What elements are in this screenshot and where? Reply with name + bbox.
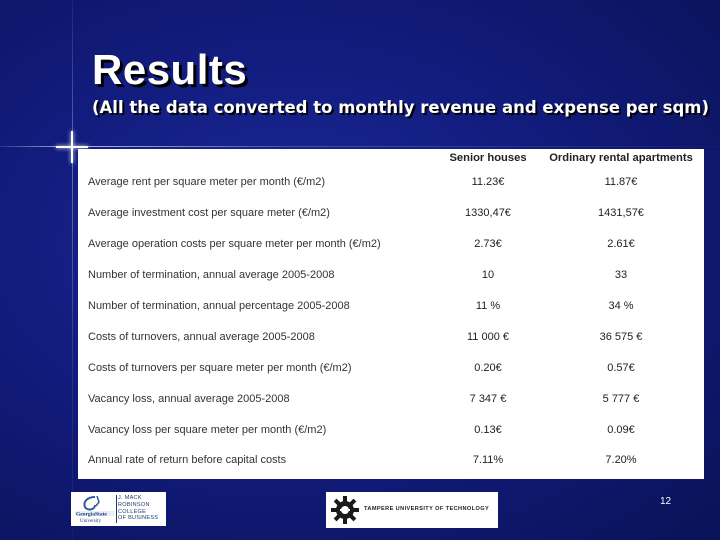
gear-icon	[331, 496, 359, 524]
slide-subtitle: (All the data converted to monthly revenue and expense per sqm)	[92, 98, 709, 117]
senior-houses-value: 11.23€	[471, 176, 505, 189]
ordinary-rental-value: 7.20%	[605, 454, 637, 467]
ordinary-rental-value: 11.87€	[604, 176, 638, 189]
row-label: Average operation costs per square meter per month (€/m2)	[88, 238, 381, 251]
ordinary-rental-value: 5 777 €	[602, 392, 640, 405]
table-row	[78, 198, 704, 229]
senior-houses-value: 10	[481, 269, 495, 282]
georgia-state-university-logo-icon	[73, 494, 115, 524]
results-table	[78, 149, 704, 476]
ordinary-rental-value: 33	[614, 269, 628, 282]
row-label: Costs of turnovers per square meter per month (€/m2)	[88, 361, 352, 374]
logo-text-line: OF BUSINESS	[118, 515, 159, 522]
logo-text-line: COLLEGE	[118, 508, 147, 515]
table-row	[78, 445, 704, 476]
senior-houses-value: 2.73€	[474, 238, 502, 251]
robinson-college-text	[118, 495, 158, 522]
row-label: Annual rate of return before capital costs	[88, 454, 287, 467]
table-row	[78, 229, 704, 260]
table-header-label	[78, 149, 438, 167]
logo-text-line: ROBINSON	[118, 501, 150, 508]
senior-houses-value: 7 347 €	[469, 392, 507, 405]
results-table-panel	[78, 149, 704, 479]
table-row	[78, 291, 704, 322]
ordinary-rental-value: 1431,57€	[598, 207, 644, 220]
senior-houses-value: 0.20€	[474, 361, 502, 374]
ordinary-rental-value: 0.57€	[607, 361, 635, 374]
table-row	[78, 167, 704, 198]
svg-text:GeorgiaState: GeorgiaState	[76, 511, 107, 518]
row-label: Number of termination, annual percentage 2005-2008	[88, 300, 350, 312]
table-row	[78, 260, 704, 291]
table-header-senior-houses: Senior houses	[449, 152, 527, 164]
row-label: Average investment cost per square meter (€/m2)	[88, 207, 330, 220]
tampere-university-logo	[326, 492, 498, 528]
decorative-vertical-line	[72, 0, 73, 540]
svg-text:University: University	[80, 519, 102, 524]
senior-houses-value: 0.13€	[474, 423, 502, 436]
page-number: 12	[660, 496, 672, 507]
table-header-row	[78, 149, 704, 167]
georgia-state-university-logo	[71, 492, 166, 526]
table-row	[78, 414, 704, 445]
row-label: Vacancy loss, annual average 2005-2008	[88, 392, 290, 405]
ordinary-rental-value: 2.61€	[607, 238, 635, 251]
senior-houses-value: 1330,47€	[465, 207, 511, 220]
table-row	[78, 352, 704, 383]
table-row	[78, 321, 704, 352]
table-row	[78, 383, 704, 414]
row-label: Vacancy loss per square meter per month (€/m2)	[88, 423, 327, 436]
row-label: Average rent per square meter per month (€/m2)	[88, 176, 326, 189]
tampere-university-text: TAMPERE UNIVERSITY OF TECHNOLOGY	[364, 506, 490, 512]
senior-houses-value: 7.11%	[472, 454, 504, 467]
senior-houses-value: 11 000 €	[466, 330, 509, 343]
senior-houses-value: 11 %	[475, 300, 501, 312]
table-header-ordinary-rental: Ordinary rental apartments	[549, 152, 693, 164]
decorative-horizontal-line	[0, 146, 720, 147]
ordinary-rental-value: 0.09€	[607, 423, 635, 436]
slide-title: Results	[92, 46, 248, 93]
logo-text-line: J. MACK	[118, 495, 142, 501]
ordinary-rental-value: 34 %	[608, 300, 634, 312]
row-label: Number of termination, annual average 2005-2008	[88, 269, 335, 282]
logo-divider	[116, 495, 117, 523]
row-label: Costs of turnovers, annual average 2005-2008	[88, 330, 315, 343]
ordinary-rental-value: 36 575 €	[599, 330, 643, 343]
